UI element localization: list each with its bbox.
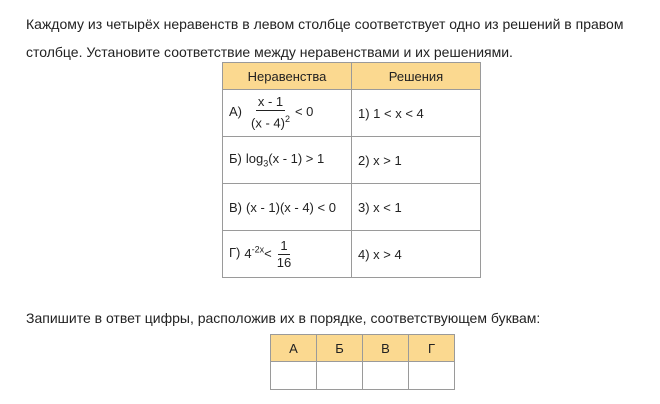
letter-label: В)	[229, 199, 242, 215]
letter-label: А)	[229, 104, 242, 120]
power-base: 4	[244, 245, 252, 261]
fraction-denominator: 16	[276, 254, 292, 270]
inequality-v	[223, 184, 352, 231]
answer-cell-v[interactable]	[363, 362, 409, 390]
table-row	[223, 184, 481, 231]
answer-header-a: А	[271, 335, 317, 362]
answer-cell-a[interactable]	[271, 362, 317, 390]
answer-header-v: В	[363, 335, 409, 362]
fraction-denominator	[249, 111, 292, 130]
solution-4: 4) x > 4	[352, 231, 481, 278]
table-row	[223, 231, 481, 278]
relation: <	[264, 245, 272, 261]
letter-label: Б)	[229, 151, 242, 167]
fraction	[275, 239, 293, 270]
header-inequalities: Неравенства	[223, 63, 352, 90]
power-exponent: -2x	[251, 244, 265, 255]
answer-instruction: Запишите в ответ цифры, расположив их в порядке, соответствующем буквам:	[26, 310, 541, 326]
solution-1: 1) 1 < x < 4	[352, 90, 481, 137]
inequality-a	[223, 90, 352, 137]
answer-header-g: Г	[409, 335, 455, 362]
table-row	[223, 137, 481, 184]
fraction-numerator: 1	[280, 237, 288, 253]
log-argument: (x - 1) > 1	[268, 151, 325, 167]
task-intro: Каждому из четырёх неравенств в левом столбце соответствует одно из решений в правом столбце. Установите соответствие между неравенствами и их решениями.	[26, 16, 624, 60]
answer-cell-b[interactable]	[317, 362, 363, 390]
solution-2: 2) x > 1	[352, 137, 481, 184]
letter-label: Г)	[229, 245, 241, 261]
answer-cell-g[interactable]	[409, 362, 455, 390]
log-base: 3	[263, 158, 269, 169]
inequality-text: (x - 1)(x - 4) < 0	[246, 199, 336, 215]
answer-header-b: Б	[317, 335, 363, 362]
fraction-numerator: x - 1	[257, 94, 284, 110]
solution-3: 3) x < 1	[352, 184, 481, 231]
header-solutions: Решения	[352, 63, 481, 90]
denominator-base: (x - 4)	[251, 115, 285, 131]
answer-table	[270, 334, 455, 390]
inequality-g	[223, 231, 352, 278]
denominator-exponent: 2	[284, 114, 290, 125]
fraction	[249, 95, 292, 130]
table-row	[223, 90, 481, 137]
log-function: log	[245, 151, 264, 167]
relation: < 0	[294, 104, 314, 120]
matching-table	[222, 62, 481, 278]
inequality-b	[223, 137, 352, 184]
